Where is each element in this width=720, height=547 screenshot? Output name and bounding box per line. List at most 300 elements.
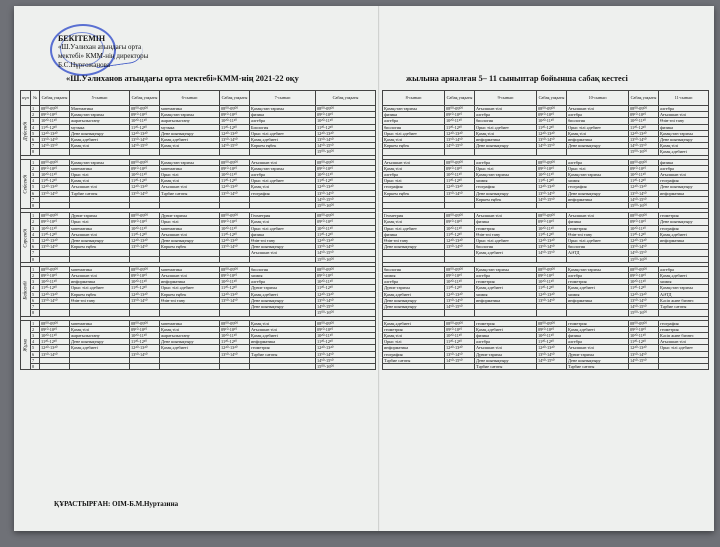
- table-cell: 14⁵⁰-15⁵⁰: [445, 143, 475, 149]
- table-cell: 15⁰⁰-16⁰⁰: [316, 363, 376, 369]
- table-cell: 3: [31, 225, 40, 231]
- compiled-by: ҚҰРАСТЫРҒАН: ОІМ-Б.М.Нуртазина: [54, 500, 179, 508]
- table-cell: Орыс тілі: [70, 172, 130, 178]
- table-cell: 09¹⁰-10¹⁰: [537, 219, 567, 225]
- table-cell: Көркем еңбек: [250, 143, 316, 149]
- table-cell: геометрия: [475, 225, 537, 231]
- table-cell: 08⁰⁰-09⁰⁰: [220, 106, 250, 112]
- table-cell: АӘТД: [659, 291, 709, 297]
- table-cell: Қазақстан тарихы: [475, 266, 537, 272]
- table-cell: Орыс тілі әдебиет: [160, 285, 220, 291]
- day-label: Дүйсенбі: [21, 106, 31, 156]
- table-cell: АӘТД: [567, 250, 629, 256]
- table-cell: Дене шынықтыру: [383, 244, 445, 250]
- table-cell: 10²⁰-11²⁰: [130, 118, 160, 124]
- table-cell: Дене шынықтыру: [567, 357, 629, 363]
- table-cell: 08⁰⁰-09⁰⁰: [40, 106, 70, 112]
- table-cell: 11³⁰-12³⁰: [629, 285, 659, 291]
- table-cell: информатика: [250, 339, 316, 345]
- table-cell: Ағылшын тілі: [567, 213, 629, 219]
- table-cell: 12⁴⁰-13⁴⁰: [445, 238, 475, 244]
- table-cell: 15⁰⁰-16⁰⁰: [629, 310, 659, 316]
- table-cell: 10²⁰-11²⁰: [445, 118, 475, 124]
- table-cell: 13⁵⁰-14⁵⁰: [537, 351, 567, 357]
- title-right: жылына арналған 5– 11 сыныптар бойынша сабақ кестесі: [406, 74, 628, 83]
- table-cell: 14⁵⁰-15⁵⁰: [629, 250, 659, 256]
- table-cell: математика: [70, 320, 130, 326]
- table-cell: геометрия: [250, 345, 316, 351]
- table-cell: 12⁴⁰-13⁴⁰: [220, 345, 250, 351]
- table-cell: Қазақстан тарихы: [250, 165, 316, 171]
- table-cell: 5: [31, 184, 40, 190]
- table-cell: 11³⁰-12³⁰: [40, 178, 70, 184]
- table-cell: 14⁵⁰-15⁵⁰: [629, 357, 659, 363]
- table-cell: алгебра: [475, 159, 537, 165]
- column-header: №: [31, 91, 40, 106]
- table-cell: 14⁵⁰-15⁵⁰: [445, 304, 475, 310]
- table-cell: 12⁴⁰-13⁴⁰: [629, 291, 659, 297]
- table-cell: 08⁰⁰-09⁰⁰: [220, 213, 250, 219]
- table-cell: 3: [31, 172, 40, 178]
- table-cell: Дене шынықтыру: [659, 184, 709, 190]
- table-cell: Қазақ әдебиеті: [70, 345, 130, 351]
- table-cell: Өзін-өзі тану: [659, 118, 709, 124]
- table-cell: 09¹⁰-10¹⁰: [40, 273, 70, 279]
- table-cell: 3: [31, 118, 40, 124]
- table-cell: 10²⁰-11²⁰: [629, 332, 659, 338]
- table-cell: 08⁰⁰-09⁰⁰: [316, 159, 376, 165]
- table-cell: Ағылшын тілі: [659, 112, 709, 118]
- table-cell: 12⁴⁰-13⁴⁰: [629, 184, 659, 190]
- table-cell: Кәсіп және бизнес: [659, 332, 709, 338]
- table-cell: Қазақ әдебиеті: [250, 137, 316, 143]
- table-cell: [40, 363, 70, 369]
- table-cell: 08⁰⁰-09⁰⁰: [537, 159, 567, 165]
- table-cell: 09¹⁰-10¹⁰: [629, 219, 659, 225]
- table-cell: Қазақстан тарихы: [160, 159, 220, 165]
- table-cell: Геометрия: [250, 213, 316, 219]
- table-cell: 12⁴⁰-13⁴⁰: [537, 345, 567, 351]
- table-cell: 11³⁰-12³⁰: [40, 231, 70, 237]
- table-cell: жаратылыстану: [160, 332, 220, 338]
- table-cell: Қазақ тілі: [659, 143, 709, 149]
- table-cell: 11³⁰-12³⁰: [130, 124, 160, 130]
- table-cell: Ағылшын тілі: [475, 213, 537, 219]
- table-cell: Ағылшын тілі: [567, 106, 629, 112]
- table-cell: [70, 363, 130, 369]
- table-cell: биология: [250, 266, 316, 272]
- table-cell: 12⁴⁰-13⁴⁰: [130, 184, 160, 190]
- table-cell: 10²⁰-11²⁰: [130, 332, 160, 338]
- table-cell: Ағылшын тілі: [250, 159, 316, 165]
- table-cell: 11³⁰-12³⁰: [220, 178, 250, 184]
- table-cell: 08⁰⁰-09⁰⁰: [445, 213, 475, 219]
- table-cell: 12⁴⁰-13⁴⁰: [537, 184, 567, 190]
- column-header: 10-сынып: [567, 91, 629, 106]
- table-cell: жаратылыстану: [160, 118, 220, 124]
- table-cell: 14⁵⁰-15⁵⁰: [629, 196, 659, 202]
- table-cell: Ағылшын тілі: [70, 273, 130, 279]
- table-cell: Тәрбие сағаты: [70, 190, 130, 196]
- table-cell: Тәрбие сағаты: [475, 363, 537, 369]
- table-cell: Ағылшын тілі: [250, 250, 316, 256]
- table-cell: Өзін-өзі тану: [567, 231, 629, 237]
- table-cell: 1: [31, 106, 40, 112]
- table-cell: Дене шынықтыру: [160, 130, 220, 136]
- approval-line-2: мектебі» КММ-нің директоры: [58, 52, 149, 60]
- table-cell: 12⁴⁰-13⁴⁰: [40, 238, 70, 244]
- table-cell: 08⁰⁰-09⁰⁰: [445, 106, 475, 112]
- table-cell: 09¹⁰-10¹⁰: [629, 112, 659, 118]
- table-cell: алгебра: [383, 118, 445, 124]
- table-cell: 10²⁰-11²⁰: [316, 225, 376, 231]
- table-cell: Дене шынықтыру: [659, 137, 709, 143]
- table-cell: 13⁵⁰-14⁵⁰: [40, 190, 70, 196]
- table-cell: Орыс тілі әдебиет: [659, 345, 709, 351]
- table-cell: Тәрбие сағаты: [567, 363, 629, 369]
- table-cell: 08⁰⁰-09⁰⁰: [130, 266, 160, 272]
- table-cell: 12⁴⁰-13⁴⁰: [537, 291, 567, 297]
- table-cell: 12⁴⁰-13⁴⁰: [445, 291, 475, 297]
- table-cell: Қазақ әдебиеті: [250, 332, 316, 338]
- column-header: 9-сынып: [475, 91, 537, 106]
- table-cell: 12⁴⁰-13⁴⁰: [40, 130, 70, 136]
- table-cell: Дене шынықтыру: [383, 297, 445, 303]
- table-cell: Орыс тілі әдебиет: [383, 130, 445, 136]
- table-cell: Ағылшын тілі: [475, 345, 537, 351]
- table-cell: алгебра: [250, 118, 316, 124]
- table-cell: география: [383, 351, 445, 357]
- table-cell: 14⁵⁰-15⁵⁰: [629, 143, 659, 149]
- table-cell: 11³⁰-12³⁰: [537, 178, 567, 184]
- column-header: Сабақ уақыты: [629, 91, 659, 106]
- table-cell: 13⁵⁰-14⁵⁰: [445, 244, 475, 250]
- table-cell: 10²⁰-11²⁰: [130, 225, 160, 231]
- table-cell: Орыс тілі: [70, 219, 130, 225]
- table-cell: 11³⁰-12³⁰: [316, 231, 376, 237]
- table-cell: 14⁵⁰-15⁵⁰: [537, 196, 567, 202]
- table-cell: 11³⁰-12³⁰: [316, 339, 376, 345]
- table-cell: 8: [31, 310, 40, 316]
- table-cell: Орыс тілі: [475, 165, 537, 171]
- table-cell: 13⁵⁰-14⁵⁰: [40, 297, 70, 303]
- table-cell: 13⁵⁰-14⁵⁰: [220, 351, 250, 357]
- table-cell: 12⁴⁰-13⁴⁰: [316, 184, 376, 190]
- column-header: 7-сынып: [250, 91, 316, 106]
- table-cell: 10²⁰-11²⁰: [316, 332, 376, 338]
- table-cell: Қазақ тілі: [383, 219, 445, 225]
- table-cell: 11³⁰-12³⁰: [130, 231, 160, 237]
- table-cell: 14⁵⁰-15⁵⁰: [445, 357, 475, 363]
- table-cell: 09¹⁰-10¹⁰: [629, 326, 659, 332]
- table-cell: алгебра: [567, 159, 629, 165]
- table-cell: геометрия: [659, 213, 709, 219]
- column-header: 8-сынып: [383, 91, 445, 106]
- table-cell: 12⁴⁰-13⁴⁰: [537, 238, 567, 244]
- table-cell: Көркем еңбек: [475, 196, 537, 202]
- table-row: [383, 363, 709, 369]
- table-cell: 09¹⁰-10¹⁰: [316, 219, 376, 225]
- table-cell: Дене шынықтыру: [567, 143, 629, 149]
- table-cell: 11³⁰-12³⁰: [537, 231, 567, 237]
- table-cell: 11³⁰-12³⁰: [445, 339, 475, 345]
- table-cell: Қазақ әдебиеті: [659, 273, 709, 279]
- table-cell: 11³⁰-12³⁰: [220, 339, 250, 345]
- column-header: Сабақ уақыты: [445, 91, 475, 106]
- table-cell: геометрия: [475, 279, 537, 285]
- table-cell: 4: [31, 178, 40, 184]
- table-cell: Көркем еңбек: [70, 291, 130, 297]
- table-cell: 8: [31, 149, 40, 155]
- table-cell: 14⁵⁰-15⁵⁰: [130, 143, 160, 149]
- table-cell: 8: [31, 203, 40, 209]
- table-cell: 09¹⁰-10¹⁰: [316, 326, 376, 332]
- table-cell: 10²⁰-11²⁰: [445, 225, 475, 231]
- table-cell: 13⁵⁰-14⁵⁰: [220, 137, 250, 143]
- table-cell: физика: [475, 332, 537, 338]
- table-cell: 10²⁰-11²⁰: [130, 279, 160, 285]
- table-cell: 08⁰⁰-09⁰⁰: [629, 320, 659, 326]
- table-cell: Ағылшын тілі: [160, 273, 220, 279]
- table-cell: 11³⁰-12³⁰: [629, 231, 659, 237]
- table-cell: 08⁰⁰-09⁰⁰: [40, 159, 70, 165]
- table-cell: 14⁵⁰-15⁵⁰: [316, 250, 376, 256]
- table-cell: Математика: [70, 106, 130, 112]
- table-cell: 12⁴⁰-13⁴⁰: [629, 238, 659, 244]
- table-cell: геометрия: [475, 320, 537, 326]
- table-cell: Ағылшын тілі: [70, 231, 130, 237]
- table-cell: 10²⁰-11²⁰: [629, 172, 659, 178]
- table-cell: 13⁵⁰-14⁵⁰: [220, 244, 250, 250]
- column-header: Сабақ уақыты: [537, 91, 567, 106]
- table-cell: Дене шынықтыру: [70, 238, 130, 244]
- table-cell: 08⁰⁰-09⁰⁰: [130, 320, 160, 326]
- table-cell: Көркем еңбек: [383, 143, 445, 149]
- title-left: «Ш.Уәлиханов атындағы орта мектебі»КММ-нің 2021-22 оқу: [66, 74, 299, 83]
- table-cell: Көркем еңбек: [70, 244, 130, 250]
- table-cell: география: [383, 184, 445, 190]
- table-cell: химия: [475, 178, 537, 184]
- table-cell: 13⁵⁰-14⁵⁰: [130, 244, 160, 250]
- table-cell: Дүние тарихы: [383, 285, 445, 291]
- table-cell: 10²⁰-11²⁰: [316, 172, 376, 178]
- table-cell: 14⁵⁰-15⁵⁰: [40, 143, 70, 149]
- table-cell: 08⁰⁰-09⁰⁰: [316, 320, 376, 326]
- table-cell: 09¹⁰-10¹⁰: [220, 112, 250, 118]
- table-cell: 08⁰⁰-09⁰⁰: [220, 320, 250, 326]
- table-cell: 2: [31, 219, 40, 225]
- table-cell: [629, 363, 659, 369]
- table-cell: информатика: [659, 238, 709, 244]
- table-cell: 09¹⁰-10¹⁰: [537, 165, 567, 171]
- table-cell: 6: [31, 244, 40, 250]
- table-cell: математика: [70, 266, 130, 272]
- table-cell: 11³⁰-12³⁰: [537, 285, 567, 291]
- table-cell: 2: [31, 112, 40, 118]
- column-header: 6-сынып: [160, 91, 220, 106]
- table-cell: алгебра: [567, 273, 629, 279]
- schedule-table-left: [20, 90, 376, 370]
- table-cell: 12⁴⁰-13⁴⁰: [537, 130, 567, 136]
- table-cell: Орыс тілі әдебиет: [70, 285, 130, 291]
- table-cell: 10²⁰-11²⁰: [537, 225, 567, 231]
- table-cell: Дене шынықтыру: [475, 143, 537, 149]
- table-cell: Қазақстан тарихы: [659, 130, 709, 136]
- table-cell: 11³⁰-12³⁰: [316, 285, 376, 291]
- table-cell: Дүние тарихы: [475, 351, 537, 357]
- table-cell: 13⁵⁰-14⁵⁰: [130, 190, 160, 196]
- table-cell: геометрия: [383, 326, 445, 332]
- table-cell: Орыс тілі әдебиет: [250, 225, 316, 231]
- table-cell: 12⁴⁰-13⁴⁰: [130, 130, 160, 136]
- table-cell: 08⁰⁰-09⁰⁰: [537, 213, 567, 219]
- table-cell: география: [659, 320, 709, 326]
- column-header: Сабақ уақыты: [316, 91, 376, 106]
- table-cell: математика: [160, 106, 220, 112]
- table-cell: Қазақ әдебиеті: [250, 291, 316, 297]
- table-cell: Дене шынықтыру: [475, 190, 537, 196]
- table-cell: биология: [383, 124, 445, 130]
- table-cell: 08⁰⁰-09⁰⁰: [629, 106, 659, 112]
- table-cell: Қазақстан тарихы: [567, 266, 629, 272]
- table-cell: 10²⁰-11²⁰: [220, 332, 250, 338]
- table-cell: Қазақстан тарихы: [250, 106, 316, 112]
- table-cell: математика: [160, 320, 220, 326]
- table-cell: география: [659, 225, 709, 231]
- table-cell: 08⁰⁰-09⁰⁰: [220, 159, 250, 165]
- table-cell: 7: [31, 143, 40, 149]
- table-cell: Қазақстан тарихы: [383, 106, 445, 112]
- table-cell: Орыс тілі әдебиет: [567, 238, 629, 244]
- table-cell: Көркем еңбек: [160, 244, 220, 250]
- table-cell: 08⁰⁰-09⁰⁰: [220, 266, 250, 272]
- table-cell: 08⁰⁰-09⁰⁰: [316, 106, 376, 112]
- table-cell: 15⁰⁰-16⁰⁰: [316, 256, 376, 262]
- table-cell: физика: [475, 219, 537, 225]
- table-cell: Қазақ тілі: [250, 320, 316, 326]
- table-cell: 09¹⁰-10¹⁰: [130, 273, 160, 279]
- table-cell: Өзін-өзі тану: [160, 297, 220, 303]
- table-cell: Дүние тарихы: [567, 351, 629, 357]
- table-cell: география: [250, 190, 316, 196]
- table-cell: Орыс тілі: [383, 178, 445, 184]
- table-cell: 1: [31, 159, 40, 165]
- table-cell: 11³⁰-12³⁰: [130, 285, 160, 291]
- table-cell: биология: [383, 266, 445, 272]
- table-cell: Геометрия: [383, 213, 445, 219]
- table-cell: информатика: [160, 279, 220, 285]
- table-cell: 09¹⁰-10¹⁰: [445, 326, 475, 332]
- table-cell: 08⁰⁰-09⁰⁰: [445, 320, 475, 326]
- table-cell: Қазақ әдебиеті: [160, 345, 220, 351]
- column-header: Сабақ уақыты: [130, 91, 160, 106]
- table-cell: 8: [31, 363, 40, 369]
- table-cell: Орыс тілі: [567, 165, 629, 171]
- day-label: Сейсенбі: [21, 159, 31, 209]
- table-cell: география: [659, 178, 709, 184]
- table-cell: Ағылшын тілі: [160, 184, 220, 190]
- table-cell: 08⁰⁰-09⁰⁰: [130, 159, 160, 165]
- table-cell: Өзін-өзі тану: [70, 297, 130, 303]
- table-cell: Дене шынықтыру: [567, 190, 629, 196]
- table-cell: 10²⁰-11²⁰: [537, 332, 567, 338]
- approval-line-3: Б.С.Нұрғожанова: [58, 61, 110, 69]
- table-cell: 12⁴⁰-13⁴⁰: [445, 345, 475, 351]
- table-cell: 1: [31, 266, 40, 272]
- table-cell: музыка: [160, 124, 220, 130]
- table-cell: химия: [659, 279, 709, 285]
- table-cell: 3: [31, 332, 40, 338]
- table-cell: 09¹⁰-10¹⁰: [445, 219, 475, 225]
- table-cell: биология: [475, 118, 537, 124]
- approval-word: БЕКІТЕМІН: [58, 34, 106, 43]
- table-cell: Қазақ тілі: [383, 137, 445, 143]
- table-cell: 09¹⁰-10¹⁰: [220, 165, 250, 171]
- table-cell: 2: [31, 165, 40, 171]
- table-cell: Өзін-өзі тану: [383, 238, 445, 244]
- table-cell: алгебра: [475, 339, 537, 345]
- table-cell: 09¹⁰-10¹⁰: [629, 165, 659, 171]
- table-cell: Қазақстан тарихы: [160, 112, 220, 118]
- table-cell: 1: [31, 213, 40, 219]
- table-cell: 5: [31, 238, 40, 244]
- table-cell: 09¹⁰-10¹⁰: [445, 273, 475, 279]
- table-cell: 10²⁰-11²⁰: [445, 172, 475, 178]
- table-cell: 14⁵⁰-15⁵⁰: [316, 196, 376, 202]
- table-cell: Қазақ тілі: [250, 219, 316, 225]
- table-cell: 13⁵⁰-14⁵⁰: [629, 190, 659, 196]
- table-cell: биология: [567, 244, 629, 250]
- column-header: Сабақ уақыты: [40, 91, 70, 106]
- day-label: Жұма: [21, 320, 31, 370]
- table-cell: 13⁵⁰-14⁵⁰: [220, 297, 250, 303]
- table-cell: Қазақ тілі: [70, 178, 130, 184]
- table-cell: 10²⁰-11²⁰: [445, 279, 475, 285]
- table-cell: [160, 363, 220, 369]
- table-cell: химия: [475, 291, 537, 297]
- table-cell: 12⁴⁰-13⁴⁰: [40, 345, 70, 351]
- table-cell: 11³⁰-12³⁰: [130, 178, 160, 184]
- table-cell: 13⁵⁰-14⁵⁰: [316, 351, 376, 357]
- table-cell: Ағылшын тілі: [659, 172, 709, 178]
- table-cell: 14⁵⁰-15⁵⁰: [537, 357, 567, 363]
- table-cell: Қазақстан тарихы: [567, 172, 629, 178]
- table-cell: Қазақ әдебиеті: [70, 137, 130, 143]
- table-cell: 08⁰⁰-09⁰⁰: [316, 266, 376, 272]
- table-cell: Тәрбие сағаты: [383, 357, 445, 363]
- table-cell: Қазақ әдебиеті: [659, 149, 709, 155]
- table-cell: 14⁵⁰-15⁵⁰: [537, 143, 567, 149]
- table-cell: 13⁵⁰-14⁵⁰: [316, 297, 376, 303]
- table-cell: 5: [31, 345, 40, 351]
- table-cell: география: [475, 184, 537, 190]
- table-cell: Дүние тарихы: [70, 213, 130, 219]
- table-cell: 10²⁰-11²⁰: [220, 225, 250, 231]
- table-cell: 12⁴⁰-13⁴⁰: [629, 130, 659, 136]
- table-cell: информатика: [70, 279, 130, 285]
- table-cell: 7: [31, 304, 40, 310]
- table-cell: Дене шынықтыру: [160, 238, 220, 244]
- table-cell: 09¹⁰-10¹⁰: [220, 219, 250, 225]
- table-cell: информатика: [567, 196, 629, 202]
- table-cell: физика: [659, 124, 709, 130]
- table-cell: Орыс тілі әдебиет: [567, 124, 629, 130]
- table-cell: химия: [250, 273, 316, 279]
- table-cell: жаратылыстану: [70, 118, 130, 124]
- table-cell: 10²⁰-11²⁰: [40, 279, 70, 285]
- table-cell: Өзін-өзі тану: [250, 238, 316, 244]
- table-cell: Тәрбие сағаты: [160, 190, 220, 196]
